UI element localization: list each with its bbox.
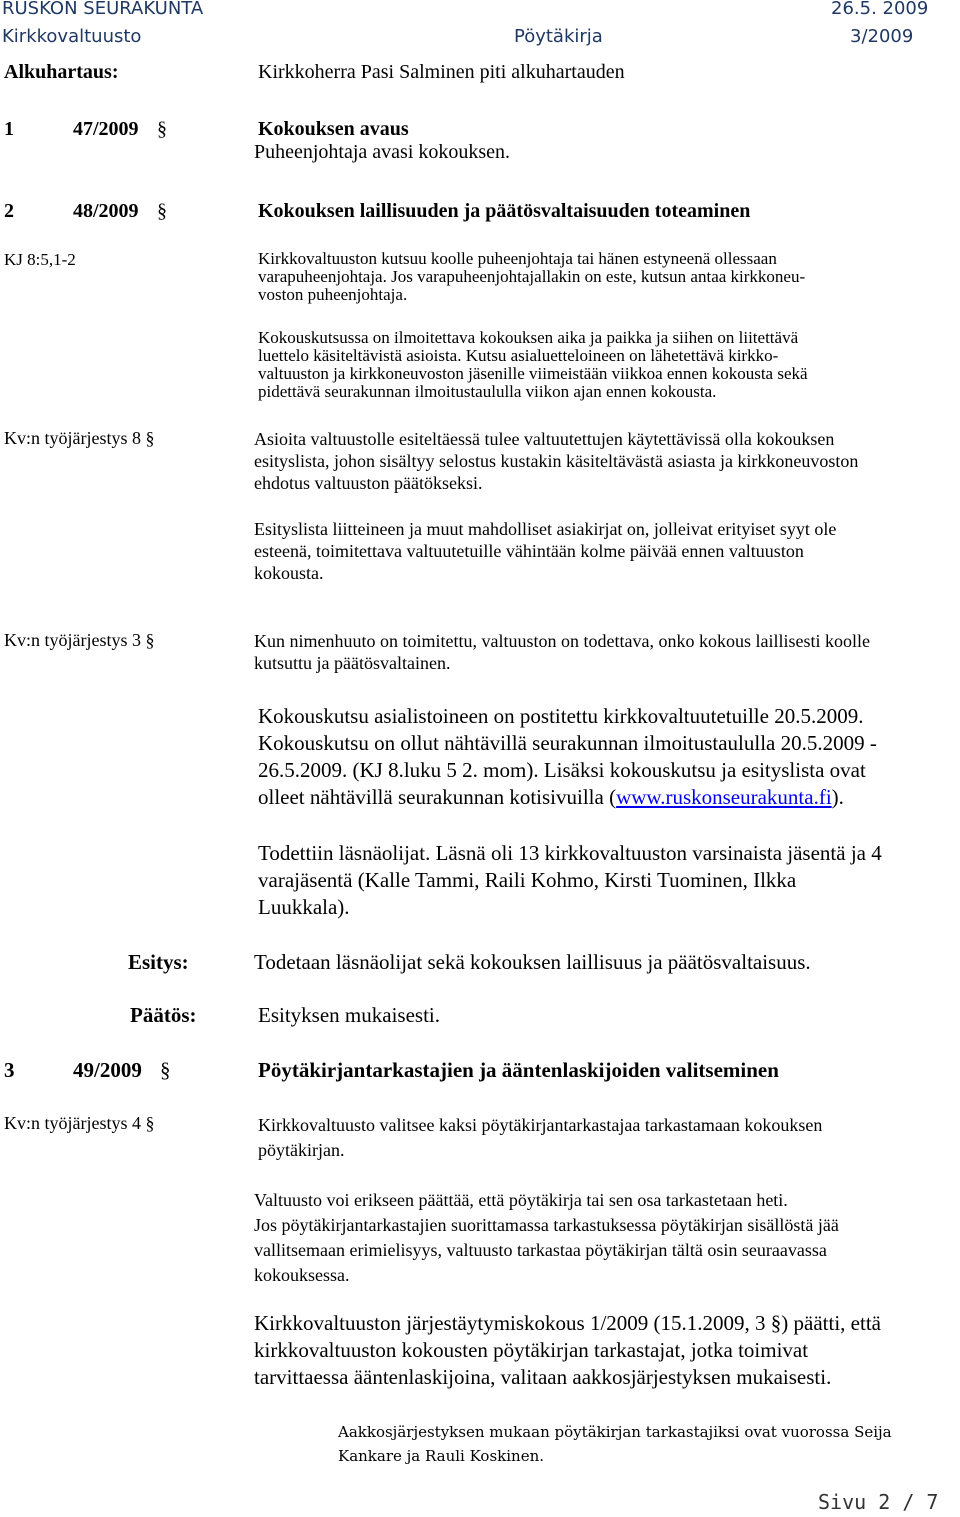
header-org: RUSKON SEURAKUNTA bbox=[2, 0, 204, 19]
item2-ref-kj: KJ 8:5,1-2 bbox=[4, 250, 76, 269]
section-sign-icon: § bbox=[145, 630, 155, 650]
item2-code: 48/2009 bbox=[73, 200, 139, 222]
item3-ref-kv4: Kv:n työjärjestys 4 § bbox=[4, 1113, 155, 1133]
item2-paragraph-4: Esityslista liitteineen ja muut mahdolliset asiakirjat on, jolleivat erityiset syyt ole esteenä, toimitettava valtuutetuille vähintään kolme päivää ennen valtuuston kokousta. bbox=[254, 519, 837, 583]
item2-num: 2 bbox=[4, 200, 14, 222]
section-sign-icon: § bbox=[157, 118, 167, 140]
item2-paragraph-2: Kokouskutsussa on ilmoitettava kokouksen aika ja paikka ja siihen on liitettävä luettelo käsiteltävistä asioista. Kutsu asialuetteloineen on lähetettävä kirkko- valtuuston ja kirkkoneuvoston jäsenille viimeistään viikkoa ennen kokousta sekä pidettävä seurakunnan ilmoitustaululla viikon ajan ennen kokousta. bbox=[258, 328, 808, 401]
item1-code: 47/2009 bbox=[73, 118, 139, 140]
item3-code: 49/2009 bbox=[73, 1058, 142, 1082]
item2-paragraph-7: Todettiin läsnäolijat. Läsnä oli 13 kirkkovaltuuston varsinaista jäsentä ja 4 varajäsentä (Kalle Tammi, Raili Kohmo, Kirsti Tuominen, Ilkka Luukkala). bbox=[258, 841, 882, 919]
item3-paragraph-1: Kirkkovaltuusto valitsee kaksi pöytäkirjantarkastajaa tarkastamaan kokouksen pöytäkirjan. bbox=[258, 1115, 823, 1160]
opening-label: Alkuhartaus: bbox=[4, 61, 119, 83]
item2-paragraph-3: Asioita valtuustolle esiteltäessä tulee valtuutettujen käytettävissä olla kokouksen esityslista, johon sisältyy selostus kustakin käsiteltävästä asiasta ja kirkkoneuvoston ehdotus valtuuston päätökseksi. bbox=[254, 429, 859, 493]
item3-paragraph-3: Kirkkovaltuuston järjestäytymiskokous 1/2009 (15.1.2009, 3 §) päätti, että kirkkovaltuuston kokousten pöytäkirjan tarkastajat, jotka toimivat tarvittaessa ääntenlaskijoina, valitaan aakkosjärjestyksen mukaisesti. bbox=[254, 1311, 881, 1389]
item1-num: 1 bbox=[4, 118, 14, 140]
item2-paragraph-6: Kokouskutsu asialistoineen on postitettu kirkkovaltuutetuille 20.5.2009. Kokouskutsu on ollut nähtävillä seurakunnan ilmoitustaululla 20.5.2009 - 26.5.2009. (KJ 8.luku 5 2. mom). Lisäksi kokouskutsu ja esityslista ovat olleet nähtävillä seurakunnan kotisivuilla (www.ruskonseurakunta.fi). bbox=[258, 704, 877, 809]
proposal-label: Esitys: bbox=[128, 950, 189, 974]
item3-title: Pöytäkirjantarkastajien ja ääntenlaskijoiden valitseminen bbox=[258, 1058, 779, 1082]
item3-paragraph-2: Valtuusto voi erikseen päättää, että pöytäkirja tai sen osa tarkastetaan heti. Jos pöytäkirjantarkastajien suorittamassa tarkastuksessa pöytäkirjan sisällöstä jää vallitsemaan erimielisyys, valtuusto tarkastaa pöytäkirjan tältä osin seuraavassa kokouksessa. bbox=[254, 1190, 839, 1285]
section-sign-icon: § bbox=[160, 1058, 171, 1082]
parish-website-link[interactable]: www.ruskonseurakunta.fi bbox=[616, 785, 832, 809]
decision-label: Päätös: bbox=[130, 1003, 197, 1027]
section-sign-icon: § bbox=[157, 200, 167, 222]
item1-title: Kokouksen avaus bbox=[258, 118, 409, 140]
header-body: Kirkkovaltuusto bbox=[2, 26, 142, 47]
section-sign-icon: § bbox=[145, 428, 155, 448]
item2-title: Kokouksen laillisuuden ja päätösvaltaisuuden toteaminen bbox=[258, 200, 751, 222]
proposal-text: Todetaan läsnäolijat sekä kokouksen laillisuus ja päätösvaltaisuus. bbox=[254, 950, 811, 974]
item3-paragraph-4: Aakkosjärjestyksen mukaan pöytäkirjan tarkastajiksi ovat vuorossa Seija Kankare ja Rauli Koskinen. bbox=[338, 1423, 892, 1465]
item2-paragraph-5: Kun nimenhuuto on toimitettu, valtuuston on todettava, onko kokous laillisesti koolle kutsuttu ja päätösvaltainen. bbox=[254, 631, 870, 673]
item1-body: Puheenjohtaja avasi kokouksen. bbox=[254, 141, 511, 163]
decision-text: Esityksen mukaisesti. bbox=[258, 1003, 440, 1027]
item2-ref-kv8: Kv:n työjärjestys 8 § bbox=[4, 428, 155, 448]
header-date: 26.5. 2009 bbox=[831, 0, 929, 19]
item2-ref-kv3: Kv:n työjärjestys 3 § bbox=[4, 630, 155, 650]
section-sign-icon: § bbox=[145, 1113, 155, 1133]
header-number: 3/2009 bbox=[850, 26, 914, 47]
item2-paragraph-1: Kirkkovaltuuston kutsuu koolle puheenjohtaja tai hänen estyneenä ollessaan varapuheenjohtaja. Jos varapuheenjohtajallakin on este, kutsun antaa kirkkoneu- voston puheenjohtaja. bbox=[258, 249, 806, 304]
opening-text: Kirkkoherra Pasi Salminen piti alkuhartauden bbox=[258, 61, 625, 83]
page-indicator: Sivu 2 / 7 bbox=[818, 1490, 939, 1514]
item3-num: 3 bbox=[4, 1058, 15, 1082]
header-doc-type: Pöytäkirja bbox=[514, 26, 603, 47]
